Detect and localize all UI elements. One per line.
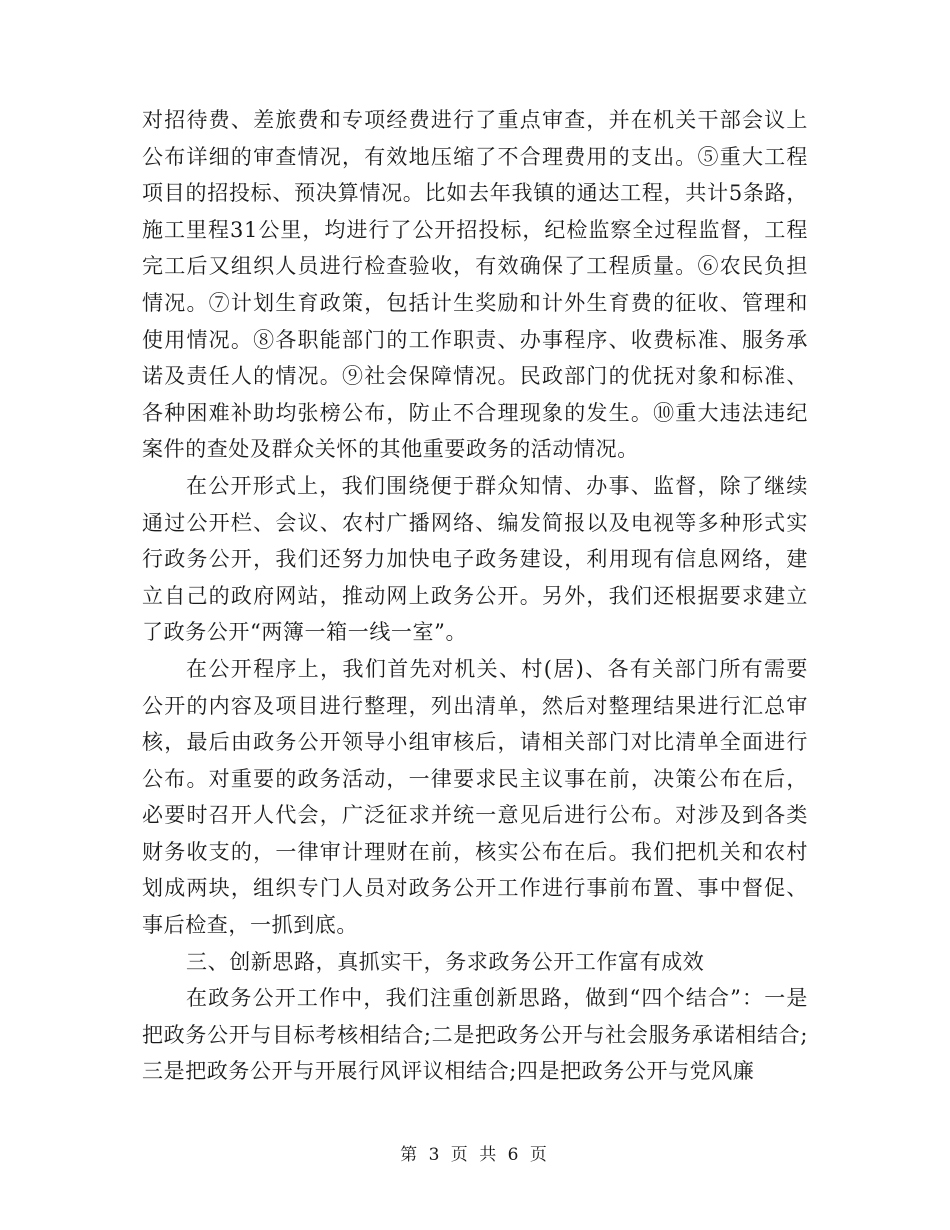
- paragraph-continuation: 对招待费、差旅费和专项经费进行了重点审查，并在机关干部会议上公布详细的审查情况，有效地压缩了不合理费用的支出。⑤重大工程项目的招投标、预决算情况。比如去年我镇的通达工程，共计5条路，施工里程31公里，均进行了公开招投标，纪检监察全过程监督，工程完工后又组织人员进行检查验收，有效确保了工程质量。⑥农民负担情况。⑦计划生育政策，包括计生奖励和计外生育费的征收、管理和使用情况。⑧各职能部门的工作职责、办事程序、收费标准、服务承诺及责任人的情况。⑨社会保障情况。民政部门的优抚对象和标准、各种困难补助均张榜公布，防止不合理现象的发生。⑩重大违法违纪案件的查处及群众关怀的其他重要政务的活动情况。: [142, 108, 808, 462]
- paragraph-public-procedure: 在公开程序上，我们首先对机关、村(居)、各有关部门所有需要公开的内容及项目进行整理，列出清单，然后对整理结果进行汇总审核，最后由政务公开领导小组审核后，请相关部门对比清单全面进行公布。对重要的政务活动，一律要求民主议事在前，决策公布在后，必要时召开人代会，广泛征求并统一意见后进行公布。对涉及到各类财务收支的，一律审计理财在前，核实公布在后。我们把机关和农村划成两块，组织专门人员对政务公开工作进行事前布置、事中督促、事后检查，一抓到底。: [142, 656, 808, 938]
- paragraph-public-forms: 在公开形式上，我们围绕便于群众知情、办事、监督，除了继续通过公开栏、会议、农村广播网络、编发简报以及电视等多种形式实行政务公开，我们还努力加快电子政务建设，利用现有信息网络，建立自己的政府网站，推动网上政务公开。另外，我们还根据要求建立了政务公开“两簿一箱一线一室”。: [142, 473, 808, 645]
- paragraph-four-combinations: 在政务公开工作中，我们注重创新思路，做到“四个结合”：一是把政务公开与目标考核相结合;二是把政务公开与社会服务承诺相结合;三是把政务公开与开展行风评议相结合;四是把政务公开与党风廉: [142, 986, 808, 1084]
- page-footer: 第 3 页 共 6 页: [400, 1145, 550, 1165]
- section-heading: 三、创新思路，真抓实干，务求政务公开工作富有成效: [186, 949, 705, 974]
- document-body: [142, 102, 808, 1090]
